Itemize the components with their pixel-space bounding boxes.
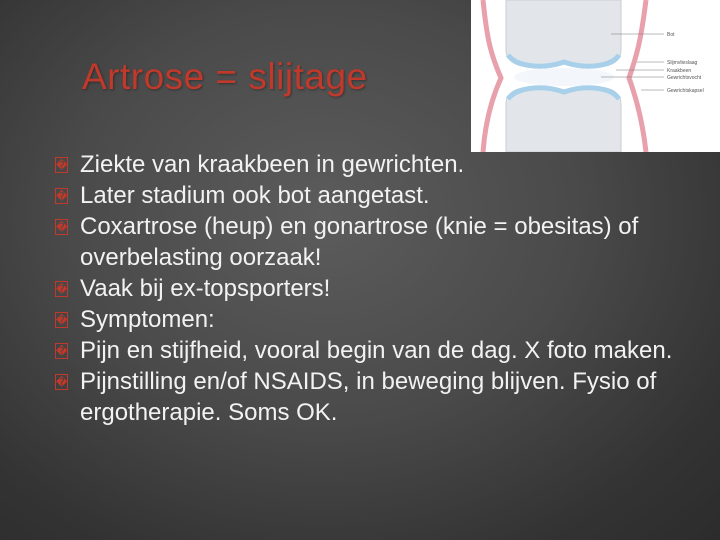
- bullet-item: [55, 273, 715, 304]
- bullet-icon: �: [55, 281, 68, 297]
- bullet-icon: �: [55, 157, 68, 173]
- bullet-icon: �: [55, 312, 68, 328]
- label-kraakbeen: Kraakbeen: [667, 68, 692, 74]
- label-gewrichtskapsel: Gewrichtskapsel: [667, 88, 704, 94]
- bullet-text: Later stadium ook bot aangetast.: [80, 182, 430, 209]
- bullet-item: [55, 149, 715, 180]
- bullet-text: Vaak bij ex-topsporters!: [80, 275, 331, 302]
- bullet-icon: �: [55, 343, 68, 359]
- bullet-item: [55, 366, 715, 428]
- bullet-text: Pijnstilling en/of NSAIDS, in beweging blijven. Fysio of ergotherapie. Soms OK.: [80, 368, 657, 426]
- slide-title: Artrose = slijtage: [82, 56, 368, 97]
- bullet-item: [55, 304, 715, 335]
- bullet-text: Ziekte van kraakbeen in gewrichten.: [80, 151, 465, 178]
- label-bot: Bot: [667, 32, 675, 38]
- bullet-list: [55, 149, 715, 428]
- label-gewrichtsvocht: Gewrichtsvocht: [667, 75, 702, 81]
- bullet-item: [55, 335, 715, 366]
- joint-diagram: [471, 0, 720, 152]
- bullet-text: Pijn en stijfheid, vooral begin van de dag. X foto maken.: [80, 337, 673, 364]
- bullet-icon: �: [55, 188, 68, 204]
- bullet-icon: �: [55, 374, 68, 390]
- bullet-icon: �: [55, 219, 68, 235]
- bullet-item: [55, 180, 715, 211]
- bullet-item: [55, 211, 715, 273]
- bullet-text: Symptomen:: [80, 306, 215, 333]
- label-slijmvlieslaag: Slijmvlieslaag: [667, 60, 698, 66]
- bullet-text: Coxartrose (heup) en gonartrose (knie = obesitas) of overbelasting oorzaak!: [80, 213, 639, 271]
